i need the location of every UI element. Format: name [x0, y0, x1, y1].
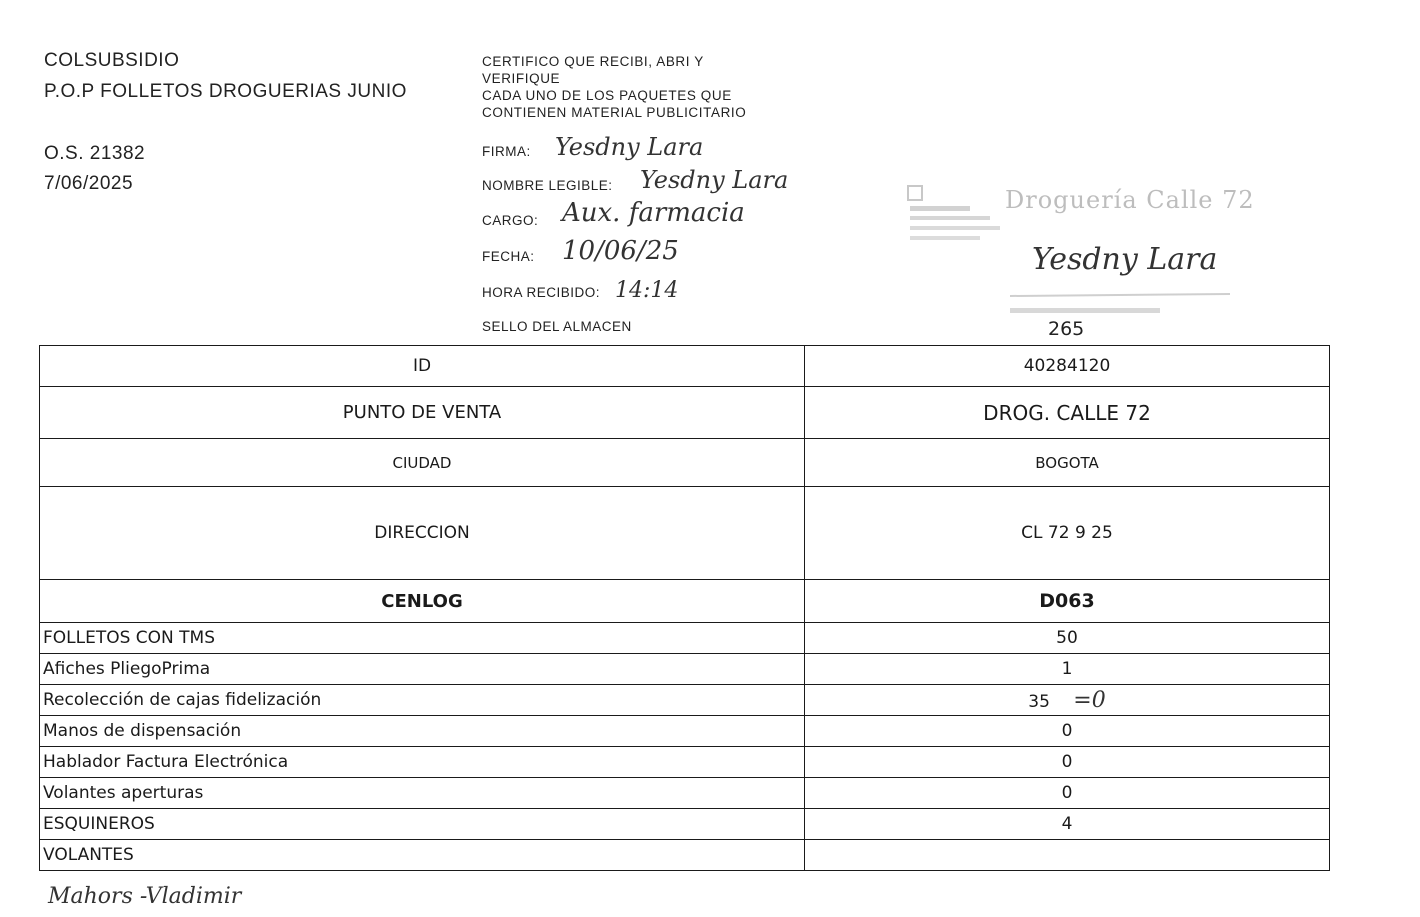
- hora-recibido-label: HORA RECIBIDO:: [482, 285, 601, 300]
- table-row: [40, 346, 1330, 387]
- table-row: [40, 747, 1330, 778]
- table-row: [40, 840, 1330, 871]
- firma-label: FIRMA:: [482, 144, 531, 159]
- table-row: [40, 439, 1330, 487]
- row-value-cenlog: D063: [805, 580, 1330, 623]
- table-row: [40, 580, 1330, 623]
- item-label-esquineros: ESQUINEROS: [40, 809, 805, 840]
- row-label-direccion: DIRECCION: [40, 487, 805, 580]
- cargo-value: Aux. farmacia: [562, 198, 745, 228]
- certificate-line: CERTIFICO QUE RECIBI, ABRI Y: [482, 54, 704, 69]
- item-value-afiches: 1: [805, 654, 1330, 685]
- row-value-direccion: CL 72 9 25: [805, 487, 1330, 580]
- document-date: 7/06/2025: [44, 173, 134, 194]
- certificate-line: VERIFIQUE: [482, 71, 561, 86]
- row-label-punto-venta: PUNTO DE VENTA: [40, 387, 805, 439]
- table-row: [40, 685, 1330, 716]
- campaign-title: P.O.P FOLLETOS DROGUERIAS JUNIO: [44, 81, 407, 102]
- certificate-line: CONTIENEN MATERIAL PUBLICITARIO: [482, 105, 747, 120]
- table-row: [40, 387, 1330, 439]
- table-row: [40, 654, 1330, 685]
- row-label-id: ID: [40, 346, 805, 387]
- table-row: [40, 778, 1330, 809]
- os-number: O.S. 21382: [44, 143, 146, 164]
- item-label-volantes-aperturas: Volantes aperturas: [40, 778, 805, 809]
- item-value-esquineros: 4: [805, 809, 1330, 840]
- item-value-recoleccion-cell: [805, 685, 1330, 716]
- sello-label: SELLO DEL ALMACEN: [482, 319, 632, 334]
- item-value-recoleccion: 35: [1028, 691, 1050, 712]
- fecha-value: 10/06/25: [562, 236, 679, 266]
- row-label-ciudad: CIUDAD: [40, 439, 805, 487]
- certificate-text: [482, 53, 746, 121]
- footer-handwritten-note: Mahors -Vladimir: [48, 884, 242, 909]
- fecha-label: FECHA:: [482, 249, 535, 264]
- nombre-legible-label: NOMBRE LEGIBLE:: [482, 178, 613, 193]
- item-label-hablador: Hablador Factura Electrónica: [40, 747, 805, 778]
- table-row: [40, 809, 1330, 840]
- row-value-id: 40284120: [805, 346, 1330, 387]
- stamp-signature: Yesdny Lara: [1032, 242, 1218, 277]
- cargo-label: CARGO:: [482, 213, 539, 228]
- hora-recibido-value: 14:14: [615, 278, 679, 303]
- item-label-volantes: VOLANTES: [40, 840, 805, 871]
- nombre-legible-value: Yesdny Lara: [640, 166, 789, 194]
- stamp-number: 265: [1048, 318, 1085, 340]
- table-row: [40, 716, 1330, 747]
- item-value-volantes-aperturas: 0: [805, 778, 1330, 809]
- row-value-punto-venta: DROG. CALLE 72: [805, 387, 1330, 439]
- item-value-volantes: [805, 840, 1330, 871]
- delivery-table: [39, 345, 1330, 871]
- row-label-cenlog: CENLOG: [40, 580, 805, 623]
- recoleccion-annotation: =0: [1073, 687, 1106, 713]
- stamp-lines: [1000, 292, 1240, 322]
- table-row: [40, 623, 1330, 654]
- item-label-afiches: Afiches PliegoPrima: [40, 654, 805, 685]
- firma-signature: Yesdny Lara: [555, 133, 704, 161]
- item-label-folletos: FOLLETOS CON TMS: [40, 623, 805, 654]
- row-value-ciudad: BOGOTA: [805, 439, 1330, 487]
- item-value-folletos: 50: [805, 623, 1330, 654]
- item-value-manos: 0: [805, 716, 1330, 747]
- item-value-hablador: 0: [805, 747, 1330, 778]
- company-name: COLSUBSIDIO: [44, 50, 180, 71]
- item-label-manos: Manos de dispensación: [40, 716, 805, 747]
- table-row: [40, 487, 1330, 580]
- stamp-store-name: Droguería Calle 72: [1005, 186, 1255, 214]
- stamp-logo: [906, 182, 1006, 252]
- certificate-line: CADA UNO DE LOS PAQUETES QUE: [482, 88, 732, 103]
- item-label-recoleccion: Recolección de cajas fidelización: [40, 685, 805, 716]
